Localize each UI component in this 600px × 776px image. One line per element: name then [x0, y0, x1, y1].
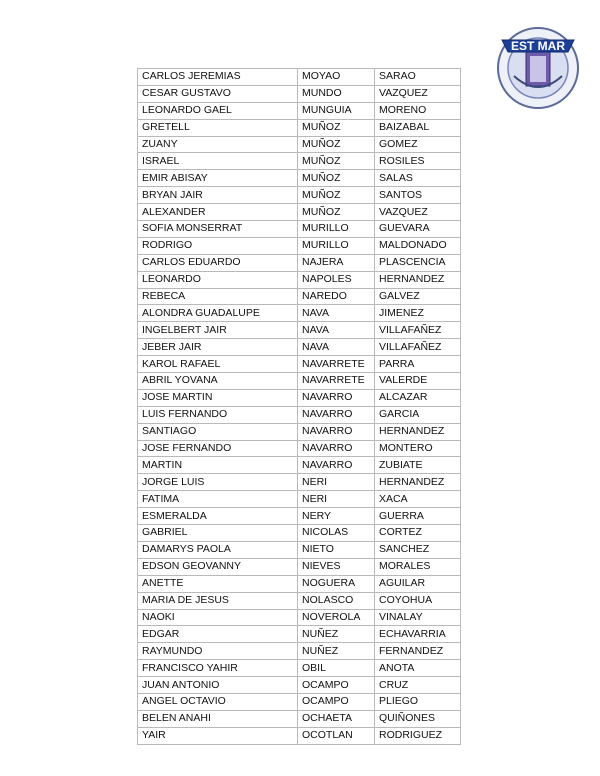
table-row [138, 440, 461, 457]
paternal-surname-cell: NAVA [298, 305, 375, 322]
table-row [138, 474, 461, 491]
table-row [138, 609, 461, 626]
paternal-surname-cell: NERY [298, 508, 375, 525]
table-row [138, 305, 461, 322]
maternal-surname-cell: RODRIGUEZ [375, 727, 461, 744]
maternal-surname-cell: CRUZ [375, 677, 461, 694]
paternal-surname-cell: NOLASCO [298, 592, 375, 609]
paternal-surname-cell: NAVARRO [298, 389, 375, 406]
paternal-surname-cell: NAVARRO [298, 440, 375, 457]
table-row [138, 356, 461, 373]
first-names-cell: YAIR [138, 727, 298, 744]
maternal-surname-cell: ECHAVARRIA [375, 626, 461, 643]
maternal-surname-cell: MALDONADO [375, 237, 461, 254]
maternal-surname-cell: SANTOS [375, 187, 461, 204]
table-row [138, 119, 461, 136]
first-names-cell: ISRAEL [138, 153, 298, 170]
first-names-cell: SANTIAGO [138, 423, 298, 440]
maternal-surname-cell: PLASCENCIA [375, 254, 461, 271]
paternal-surname-cell: MUÑOZ [298, 119, 375, 136]
first-names-cell: INGELBERT JAIR [138, 322, 298, 339]
maternal-surname-cell: GUEVARA [375, 221, 461, 238]
table-row [138, 710, 461, 727]
first-names-cell: FRANCISCO YAHIR [138, 660, 298, 677]
first-names-cell: NAOKI [138, 609, 298, 626]
table-row [138, 525, 461, 542]
maternal-surname-cell: VAZQUEZ [375, 85, 461, 102]
maternal-surname-cell: SALAS [375, 170, 461, 187]
paternal-surname-cell: NERI [298, 474, 375, 491]
paternal-surname-cell: OCAMPO [298, 693, 375, 710]
paternal-surname-cell: NAPOLES [298, 271, 375, 288]
maternal-surname-cell: HERNANDEZ [375, 474, 461, 491]
paternal-surname-cell: MUÑOZ [298, 170, 375, 187]
first-names-cell: JOSE FERNANDO [138, 440, 298, 457]
table-row [138, 423, 461, 440]
maternal-surname-cell: HERNANDEZ [375, 423, 461, 440]
paternal-surname-cell: MOYAO [298, 69, 375, 86]
table-row [138, 339, 461, 356]
maternal-surname-cell: XACA [375, 491, 461, 508]
paternal-surname-cell: OCOTLAN [298, 727, 375, 744]
first-names-cell: BELEN ANAHI [138, 710, 298, 727]
maternal-surname-cell: VALERDE [375, 373, 461, 390]
table-row [138, 457, 461, 474]
maternal-surname-cell: GARCIA [375, 406, 461, 423]
table-row [138, 660, 461, 677]
first-names-cell: LEONARDO GAEL [138, 102, 298, 119]
table-row [138, 677, 461, 694]
first-names-cell: FATIMA [138, 491, 298, 508]
paternal-surname-cell: NAVARRO [298, 406, 375, 423]
first-names-cell: ALONDRA GUADALUPE [138, 305, 298, 322]
table-row [138, 153, 461, 170]
maternal-surname-cell: GOMEZ [375, 136, 461, 153]
maternal-surname-cell: HERNANDEZ [375, 271, 461, 288]
paternal-surname-cell: MUÑOZ [298, 187, 375, 204]
table-row [138, 727, 461, 744]
table-row [138, 237, 461, 254]
first-names-cell: ABRIL YOVANA [138, 373, 298, 390]
paternal-surname-cell: MUNGUIA [298, 102, 375, 119]
logo-text: EST MAR [511, 39, 565, 53]
table-row [138, 558, 461, 575]
table-row [138, 693, 461, 710]
first-names-cell: JOSE MARTIN [138, 389, 298, 406]
first-names-cell: JORGE LUIS [138, 474, 298, 491]
table-row [138, 389, 461, 406]
paternal-surname-cell: NAVARRO [298, 423, 375, 440]
maternal-surname-cell: GALVEZ [375, 288, 461, 305]
table-row [138, 136, 461, 153]
first-names-cell: CARLOS JEREMIAS [138, 69, 298, 86]
paternal-surname-cell: OCHAETA [298, 710, 375, 727]
table-row [138, 373, 461, 390]
paternal-surname-cell: NIETO [298, 541, 375, 558]
maternal-surname-cell: SANCHEZ [375, 541, 461, 558]
student-roster-table [137, 68, 461, 745]
first-names-cell: GRETELL [138, 119, 298, 136]
first-names-cell: GABRIEL [138, 525, 298, 542]
table-row [138, 541, 461, 558]
first-names-cell: BRYAN JAIR [138, 187, 298, 204]
paternal-surname-cell: NAVA [298, 339, 375, 356]
table-row [138, 406, 461, 423]
paternal-surname-cell: NAVA [298, 322, 375, 339]
maternal-surname-cell: ZUBIATE [375, 457, 461, 474]
paternal-surname-cell: MUÑOZ [298, 204, 375, 221]
table-row [138, 254, 461, 271]
first-names-cell: ALEXANDER [138, 204, 298, 221]
maternal-surname-cell: AGUILAR [375, 575, 461, 592]
table-row [138, 288, 461, 305]
table-row [138, 102, 461, 119]
first-names-cell: EDGAR [138, 626, 298, 643]
table-row [138, 271, 461, 288]
maternal-surname-cell: ANOTA [375, 660, 461, 677]
first-names-cell: CESAR GUSTAVO [138, 85, 298, 102]
table-row [138, 575, 461, 592]
paternal-surname-cell: MURILLO [298, 221, 375, 238]
maternal-surname-cell: PLIEGO [375, 693, 461, 710]
table-row [138, 85, 461, 102]
maternal-surname-cell: JIMENEZ [375, 305, 461, 322]
first-names-cell: MARIA DE JESUS [138, 592, 298, 609]
paternal-surname-cell: NAVARRETE [298, 373, 375, 390]
table-row [138, 187, 461, 204]
first-names-cell: ANETTE [138, 575, 298, 592]
paternal-surname-cell: MURILLO [298, 237, 375, 254]
first-names-cell: DAMARYS PAOLA [138, 541, 298, 558]
paternal-surname-cell: MUÑOZ [298, 136, 375, 153]
school-logo-seal [492, 18, 584, 112]
roster-body [138, 69, 461, 745]
table-row [138, 322, 461, 339]
paternal-surname-cell: NIEVES [298, 558, 375, 575]
first-names-cell: EDSON GEOVANNY [138, 558, 298, 575]
first-names-cell: SOFIA MONSERRAT [138, 221, 298, 238]
maternal-surname-cell: MONTERO [375, 440, 461, 457]
paternal-surname-cell: NERI [298, 491, 375, 508]
table-row [138, 508, 461, 525]
paternal-surname-cell: MUNDO [298, 85, 375, 102]
paternal-surname-cell: NOGUERA [298, 575, 375, 592]
paternal-surname-cell: NUÑEZ [298, 643, 375, 660]
maternal-surname-cell: SARAO [375, 69, 461, 86]
maternal-surname-cell: VILLAFAÑEZ [375, 322, 461, 339]
first-names-cell: EMIR ABISAY [138, 170, 298, 187]
table-row [138, 643, 461, 660]
paternal-surname-cell: MUÑOZ [298, 153, 375, 170]
maternal-surname-cell: VINALAY [375, 609, 461, 626]
paternal-surname-cell: NICOLAS [298, 525, 375, 542]
maternal-surname-cell: BAIZABAL [375, 119, 461, 136]
maternal-surname-cell: GUERRA [375, 508, 461, 525]
maternal-surname-cell: FERNANDEZ [375, 643, 461, 660]
paternal-surname-cell: NUÑEZ [298, 626, 375, 643]
maternal-surname-cell: VAZQUEZ [375, 204, 461, 221]
paternal-surname-cell: NAJERA [298, 254, 375, 271]
first-names-cell: RAYMUNDO [138, 643, 298, 660]
paternal-surname-cell: OCAMPO [298, 677, 375, 694]
table-row [138, 221, 461, 238]
first-names-cell: JUAN ANTONIO [138, 677, 298, 694]
first-names-cell: LUIS FERNANDO [138, 406, 298, 423]
table-row [138, 491, 461, 508]
first-names-cell: ANGEL OCTAVIO [138, 693, 298, 710]
table-row [138, 204, 461, 221]
first-names-cell: REBECA [138, 288, 298, 305]
paternal-surname-cell: NAREDO [298, 288, 375, 305]
maternal-surname-cell: MORALES [375, 558, 461, 575]
maternal-surname-cell: PARRA [375, 356, 461, 373]
paternal-surname-cell: NAVARRETE [298, 356, 375, 373]
paternal-surname-cell: NOVEROLA [298, 609, 375, 626]
table-row [138, 592, 461, 609]
first-names-cell: MARTIN [138, 457, 298, 474]
table-row [138, 626, 461, 643]
maternal-surname-cell: ROSILES [375, 153, 461, 170]
paternal-surname-cell: NAVARRO [298, 457, 375, 474]
first-names-cell: JEBER JAIR [138, 339, 298, 356]
maternal-surname-cell: VILLAFAÑEZ [375, 339, 461, 356]
first-names-cell: LEONARDO [138, 271, 298, 288]
first-names-cell: RODRIGO [138, 237, 298, 254]
maternal-surname-cell: MORENO [375, 102, 461, 119]
maternal-surname-cell: COYOHUA [375, 592, 461, 609]
maternal-surname-cell: QUIÑONES [375, 710, 461, 727]
maternal-surname-cell: ALCAZAR [375, 389, 461, 406]
table-row [138, 69, 461, 86]
first-names-cell: CARLOS EDUARDO [138, 254, 298, 271]
first-names-cell: KAROL RAFAEL [138, 356, 298, 373]
first-names-cell: ZUANY [138, 136, 298, 153]
first-names-cell: ESMERALDA [138, 508, 298, 525]
paternal-surname-cell: OBIL [298, 660, 375, 677]
table-row [138, 170, 461, 187]
maternal-surname-cell: CORTEZ [375, 525, 461, 542]
